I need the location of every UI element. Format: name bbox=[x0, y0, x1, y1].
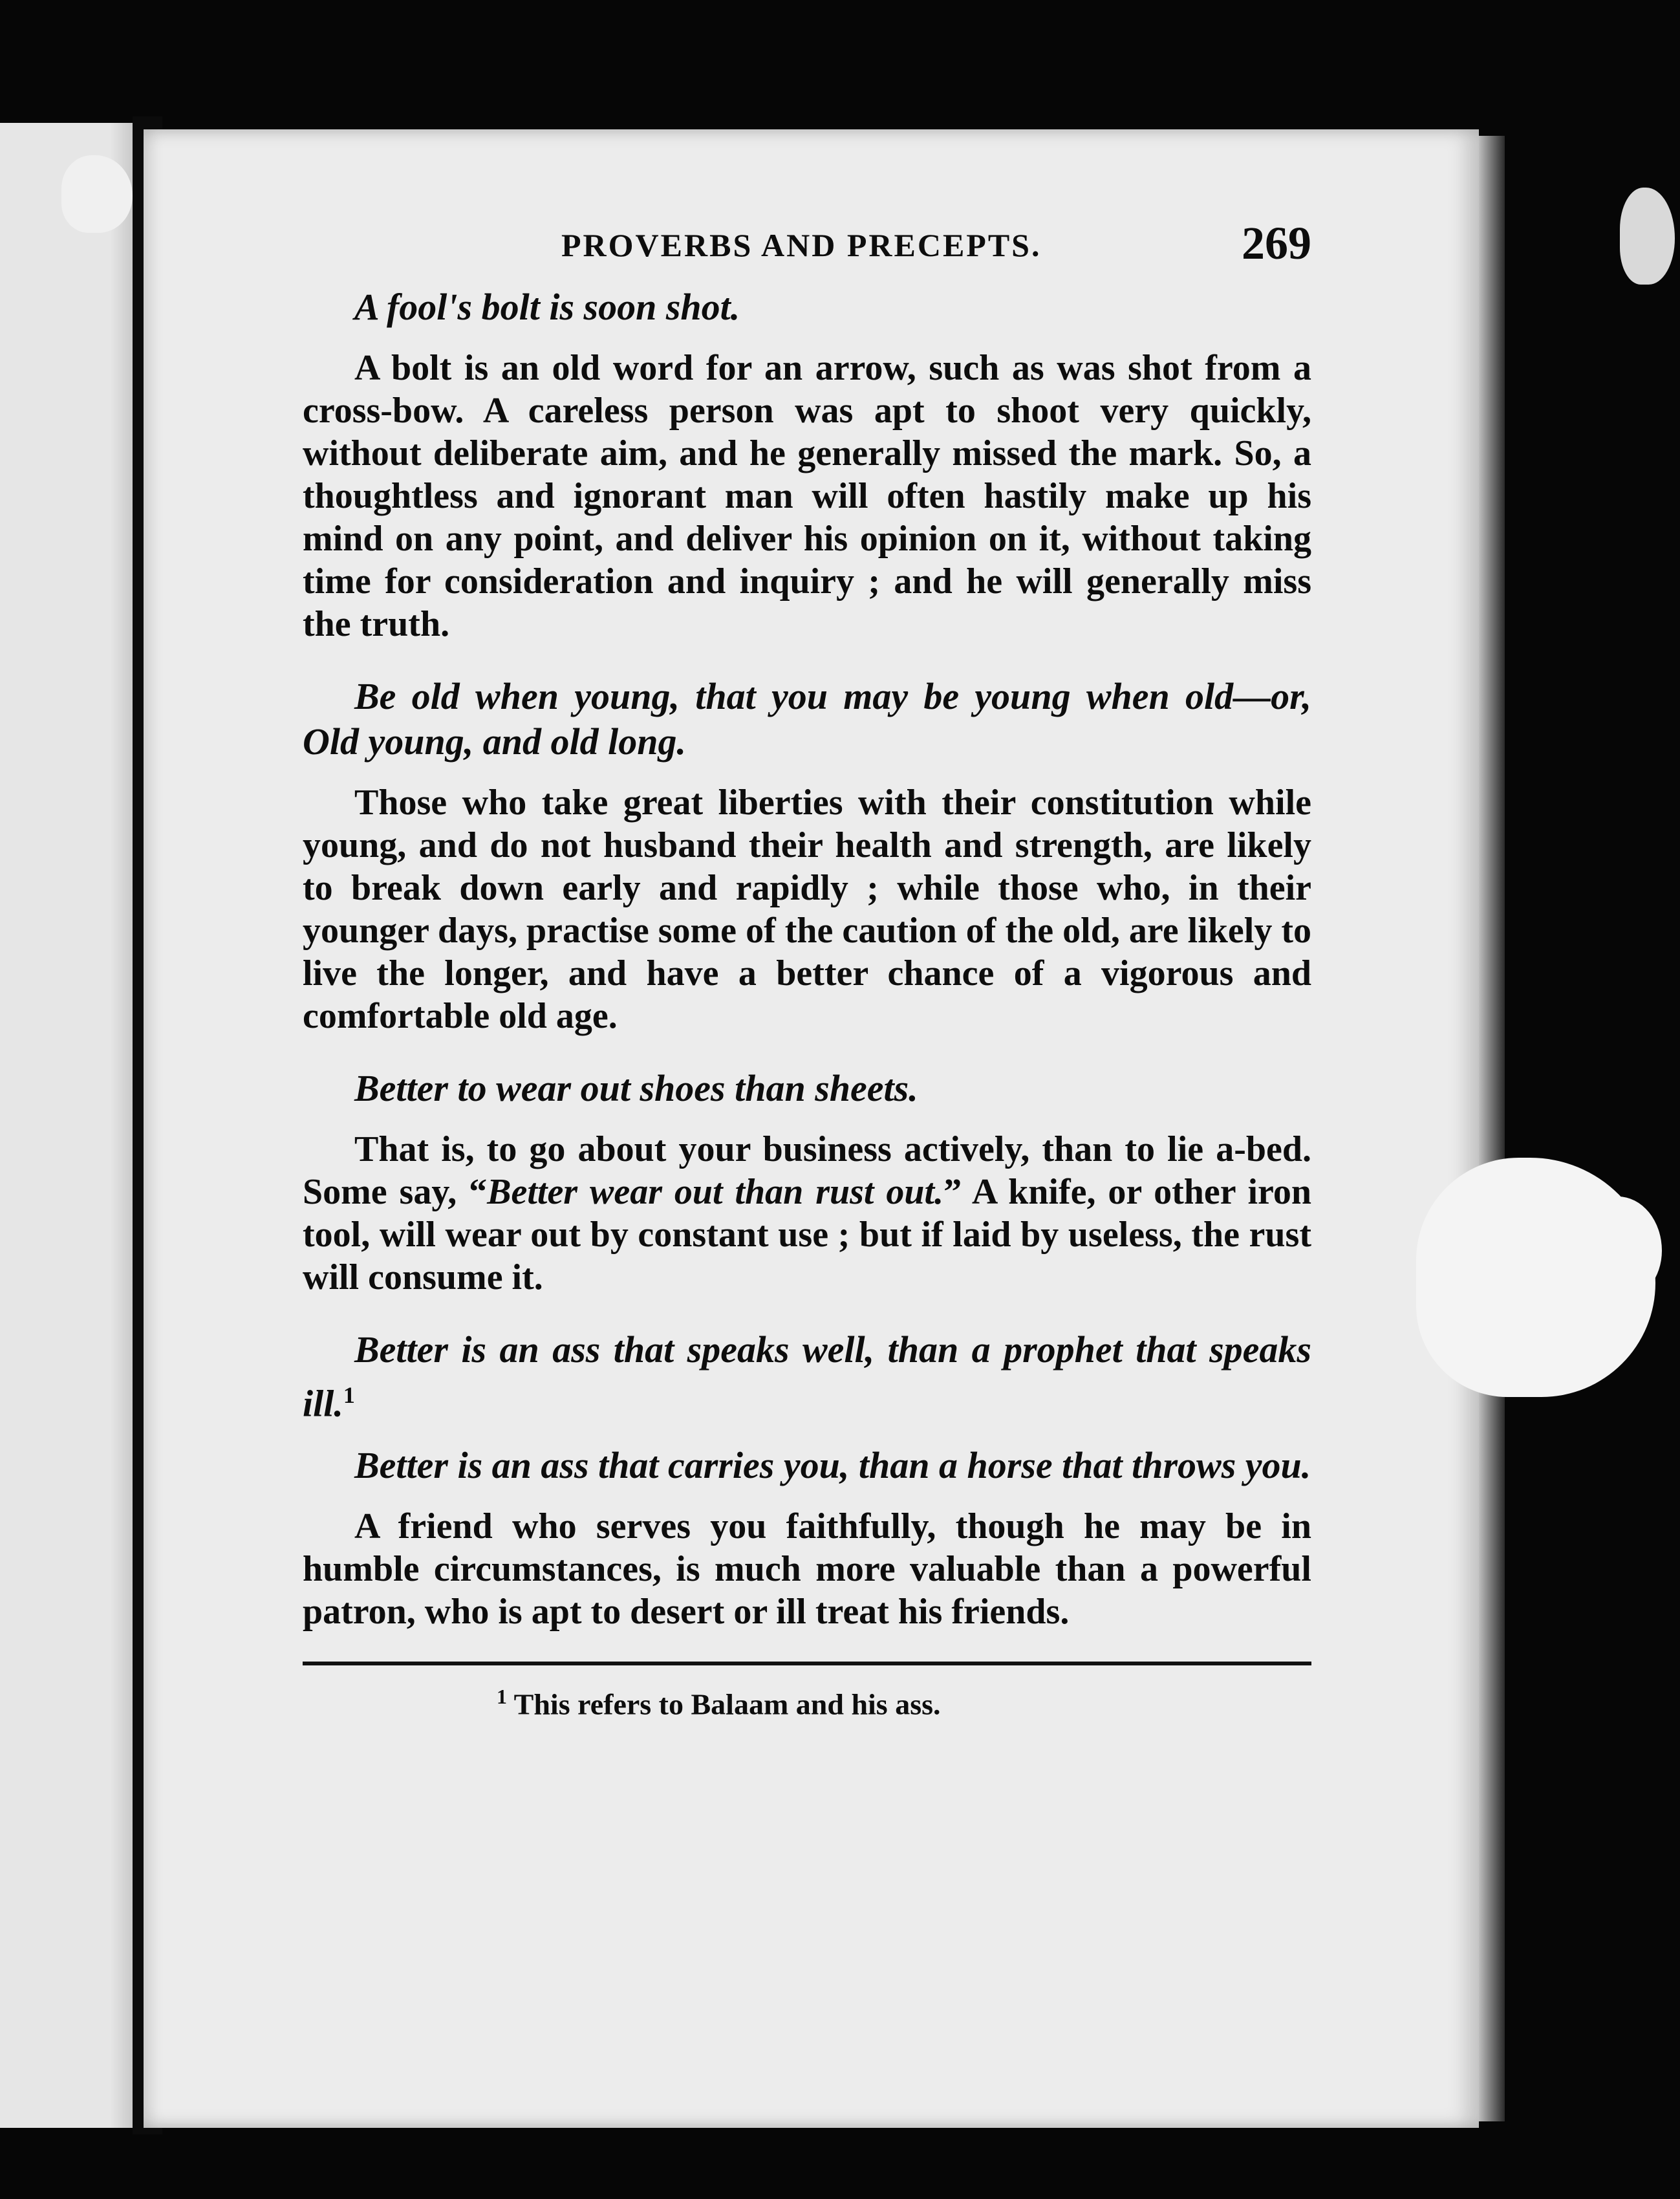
proverb-heading: Better to wear out shoes than sheets. bbox=[354, 1067, 918, 1109]
proverb-heading: Better is an ass that carries you, than a horse that throws you. bbox=[354, 1444, 1311, 1487]
explanation-text: ” A knife, or other iron tool, will wear out by constant use ; but if laid by useless, the rust will consume it. bbox=[303, 1172, 1312, 1297]
proverb-heading bbox=[303, 1327, 1311, 1426]
proverb-heading: A fool's bolt is soon shot. bbox=[354, 286, 740, 328]
running-head bbox=[303, 213, 1311, 285]
proverb-explanation: A friend who serves you faithfully, though he may be in humble circumstances, is much more valuable than a powerful patron, who is apt to desert or ill treat his friends. bbox=[303, 1506, 1311, 1632]
explanation-text: That is, to go about your business actively, than to lie a-bed. Some say, “ bbox=[303, 1129, 1311, 1212]
quoted-saying: Better wear out than rust out. bbox=[487, 1172, 944, 1212]
footnote bbox=[303, 1677, 1311, 1724]
paper-damage-spot bbox=[61, 155, 133, 233]
proverb-text: Better is an ass that speaks well, than a prophet that speaks ill. bbox=[303, 1328, 1311, 1425]
page-edge bbox=[1479, 136, 1505, 2121]
footnote-marker: 1 bbox=[497, 1685, 507, 1709]
page-number: 269 bbox=[1242, 217, 1311, 269]
paper-damage-spot bbox=[1620, 188, 1675, 285]
proverb-explanation: A bolt is an old word for an arrow, such as was shot from a cross-bow. A careless person was apt to shoot very quickly, without deliberate aim, and he generally missed the mark. So, a thoughtless and ignorant man will often hastily make up his mind on any point, and deliver his opinion on it, without taking time for consideration and inquiry ; and he will generally miss the truth. bbox=[303, 348, 1311, 644]
running-head-title: PROVERBS AND PRECEPTS. bbox=[561, 227, 1042, 263]
footnote-reference: 1 bbox=[343, 1382, 355, 1408]
proverb-heading: Be old when young, that you may be young when old—or, Old young, and old long. bbox=[303, 675, 1311, 763]
proverb-explanation bbox=[303, 1128, 1311, 1299]
paper-damage-spot bbox=[1578, 1197, 1662, 1300]
footnote-divider bbox=[303, 1662, 1311, 1665]
footnote-text: This refers to Balaam and his ass. bbox=[513, 1687, 941, 1721]
proverb-explanation: Those who take great liberties with their constitution while young, and do not husband their health and strength, are likely to break down early and rapidly ; while those who, in their younger days, practise some of the caution of the old, are likely to live the longer, and have a better chance of a vigorous and comfortable old age. bbox=[303, 783, 1311, 1036]
page-text bbox=[303, 213, 1311, 1724]
